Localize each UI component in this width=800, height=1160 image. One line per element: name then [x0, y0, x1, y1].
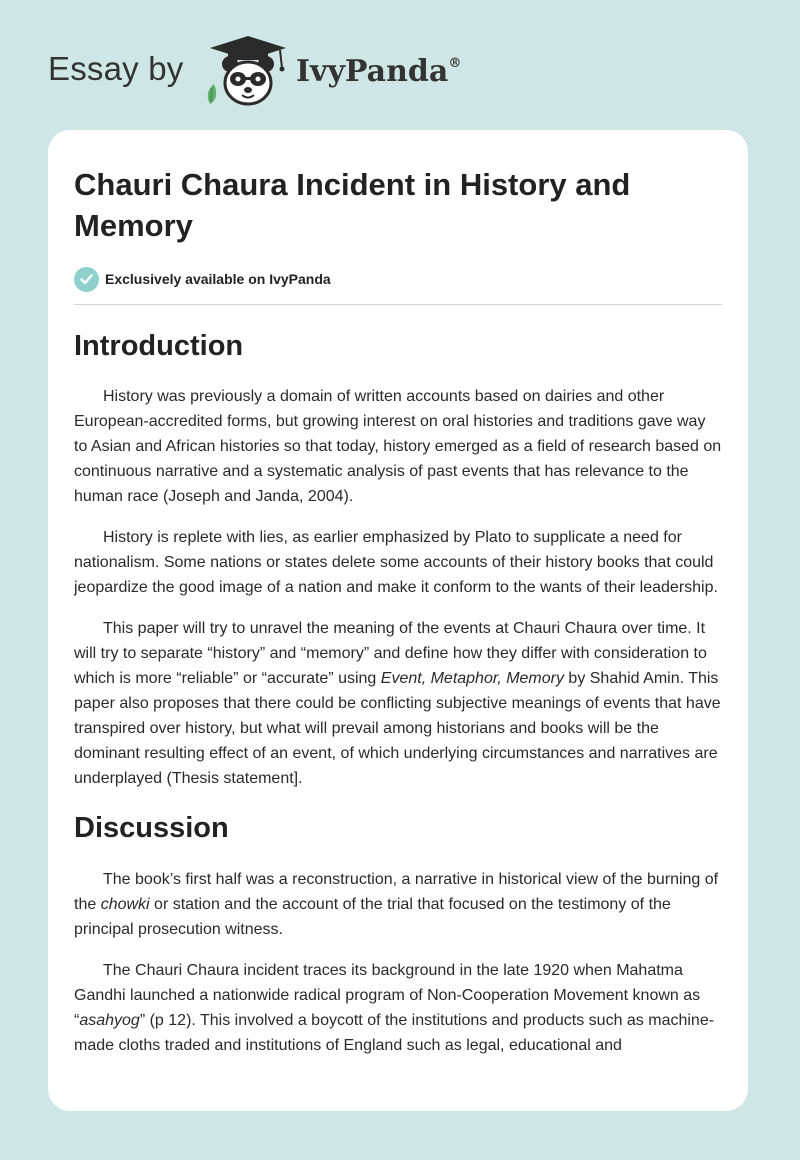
section-heading-introduction: Introduction [74, 330, 244, 362]
paragraph: The book’s first half was a reconstruction, a narrative in historical view of the burning of the chowki or station and the account of the trial that focused on the testimony of the principal prosecution witness. [74, 871, 719, 938]
italic-term: chowki [100, 896, 150, 913]
divider [74, 304, 722, 305]
exclusive-label: Exclusively available on IvyPanda [105, 271, 331, 287]
italic-term: asahyog [79, 1012, 140, 1029]
section-body-introduction [74, 384, 722, 791]
brand-name[interactable]: IvyPanda® [296, 54, 462, 89]
ivypanda-logo-icon[interactable] [200, 34, 296, 110]
paragraph: History was previously a domain of written accounts based on dairies and other European-accredited forms, but growing interest on oral histories and traditions gave way to Asian and African histories so that today, history emerged as a field of research based on continuous narrative and a systematic analysis of past events that has relevance to the human race (Joseph and Janda, 2004). [74, 388, 722, 505]
page-title: Chauri Chaura Incident in History and Memory [74, 167, 631, 243]
paragraph: The Chauri Chaura incident traces its background in the late 1920 when Mahatma Gandhi launched a nationwide radical program of Non-Cooperation Movement known as “asahyog” (p 12). This involved a boycott of the institutions and products such as machine-made cloths traded and institutions of England such as legal, educational and [74, 962, 715, 1054]
registered-mark: ® [448, 56, 462, 71]
site-header [48, 34, 508, 114]
essay-card [48, 130, 748, 1111]
section-body-discussion [74, 867, 722, 1058]
section-heading-discussion: Discussion [74, 812, 229, 844]
paragraph: This paper will try to unravel the meaning of the events at Chauri Chaura over time. It will try to separate “history” and “memory” and define how they differ with consideration to which is more “reliable” or “accurate” using Event, Metaphor, Memory by Shahid Amin. This paper also proposes that there could be conflicting subjective meanings of events that have transpired over history, but what will prevail among historians and books will be the dominant resulting effect of an event, of which underlying circumstances and narratives are underplayed (Thesis statement]. [74, 620, 721, 787]
essay-by-label: Essay by [48, 50, 184, 87]
exclusive-badge [74, 266, 722, 292]
book-title: Event, Metaphor, Memory [380, 670, 564, 687]
check-icon [74, 267, 99, 292]
paragraph: History is replete with lies, as earlier emphasized by Plato to supplicate a need for nationalism. Some nations or states delete some accounts of their history books that could jeopardize the good image of a nation and make it conform to the wants of their leadership. [74, 529, 718, 596]
